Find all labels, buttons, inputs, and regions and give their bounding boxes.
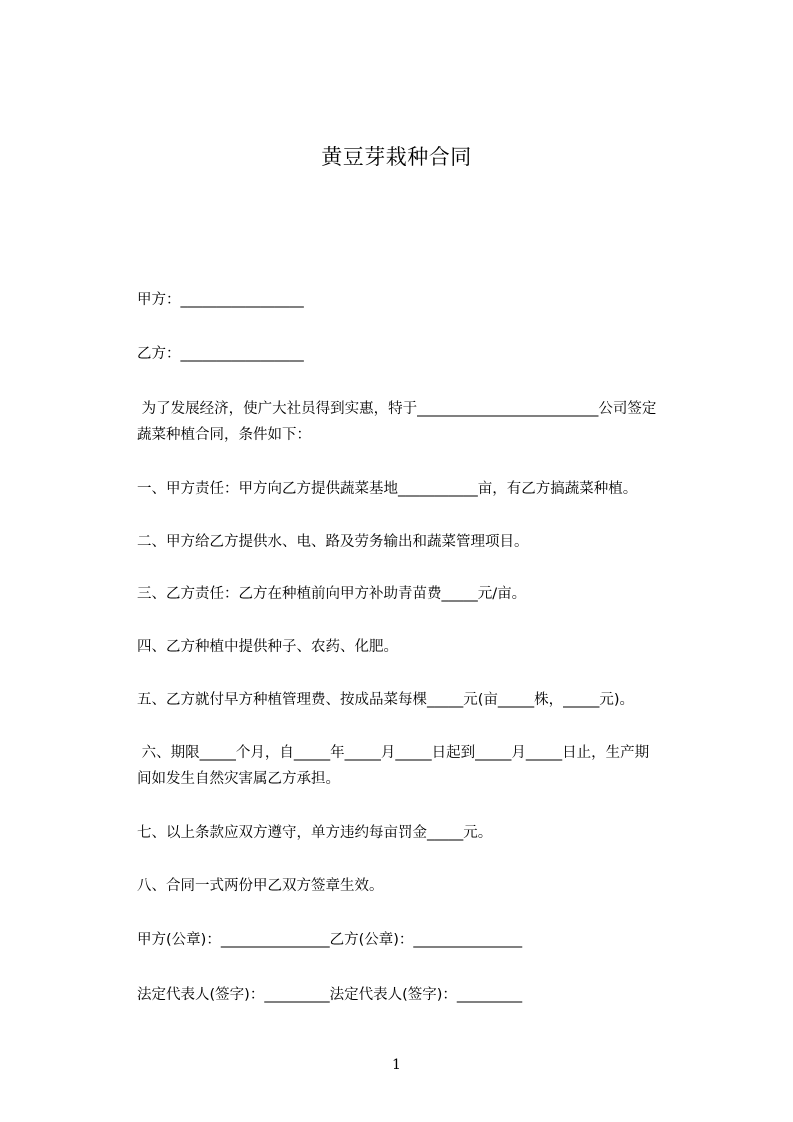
- clause-6-line-1: 六、期限_____个月，自_____年_____月_____日起到_____月_____日止，生产期: [137, 745, 650, 761]
- clause-3: 三、乙方责任：乙方在种植前向甲方补助青苗费_____元/亩。: [137, 586, 527, 602]
- intro-line-2: 蔬菜种植合同，条件如下：: [137, 427, 311, 443]
- clause-6-line-2: 间如发生自然灾害属乙方承担。: [137, 771, 340, 787]
- page-number: 1: [392, 1057, 401, 1073]
- party-b-line: 乙方：_________________: [137, 346, 304, 362]
- signature-line: 法定代表人(签字)：_________法定代表人(签字)：_________: [137, 987, 523, 1003]
- clause-1: 一、甲方责任：甲方向乙方提供蔬菜基地___________亩，有乙方搞蔬菜种植。: [137, 481, 638, 497]
- clause-4: 四、乙方种植中提供种子、农药、化肥。: [137, 639, 398, 655]
- clause-8: 八、合同一式两份甲乙双方签章生效。: [137, 878, 384, 894]
- clause-5: 五、乙方就付早方种植管理费、按成品菜每棵_____元(亩_____株，_____元)。: [137, 692, 635, 708]
- clause-6-paragraph: [137, 740, 705, 792]
- seal-line: 甲方(公章)：_______________乙方(公章)：_______________: [137, 932, 523, 948]
- intro-paragraph: [137, 396, 705, 448]
- intro-line-1: 为了发展经济，使广大社员得到实惠，特于_________________________公司签定: [137, 401, 657, 417]
- document-title: 黄豆芽栽种合同: [321, 145, 472, 169]
- clause-7: 七、以上条款应双方遵守，单方违约每亩罚金_____元。: [137, 825, 493, 841]
- clause-2: 二、甲方给乙方提供水、电、路及劳务输出和蔬菜管理项目。: [137, 534, 529, 550]
- party-a-line: 甲方：_________________: [137, 292, 304, 308]
